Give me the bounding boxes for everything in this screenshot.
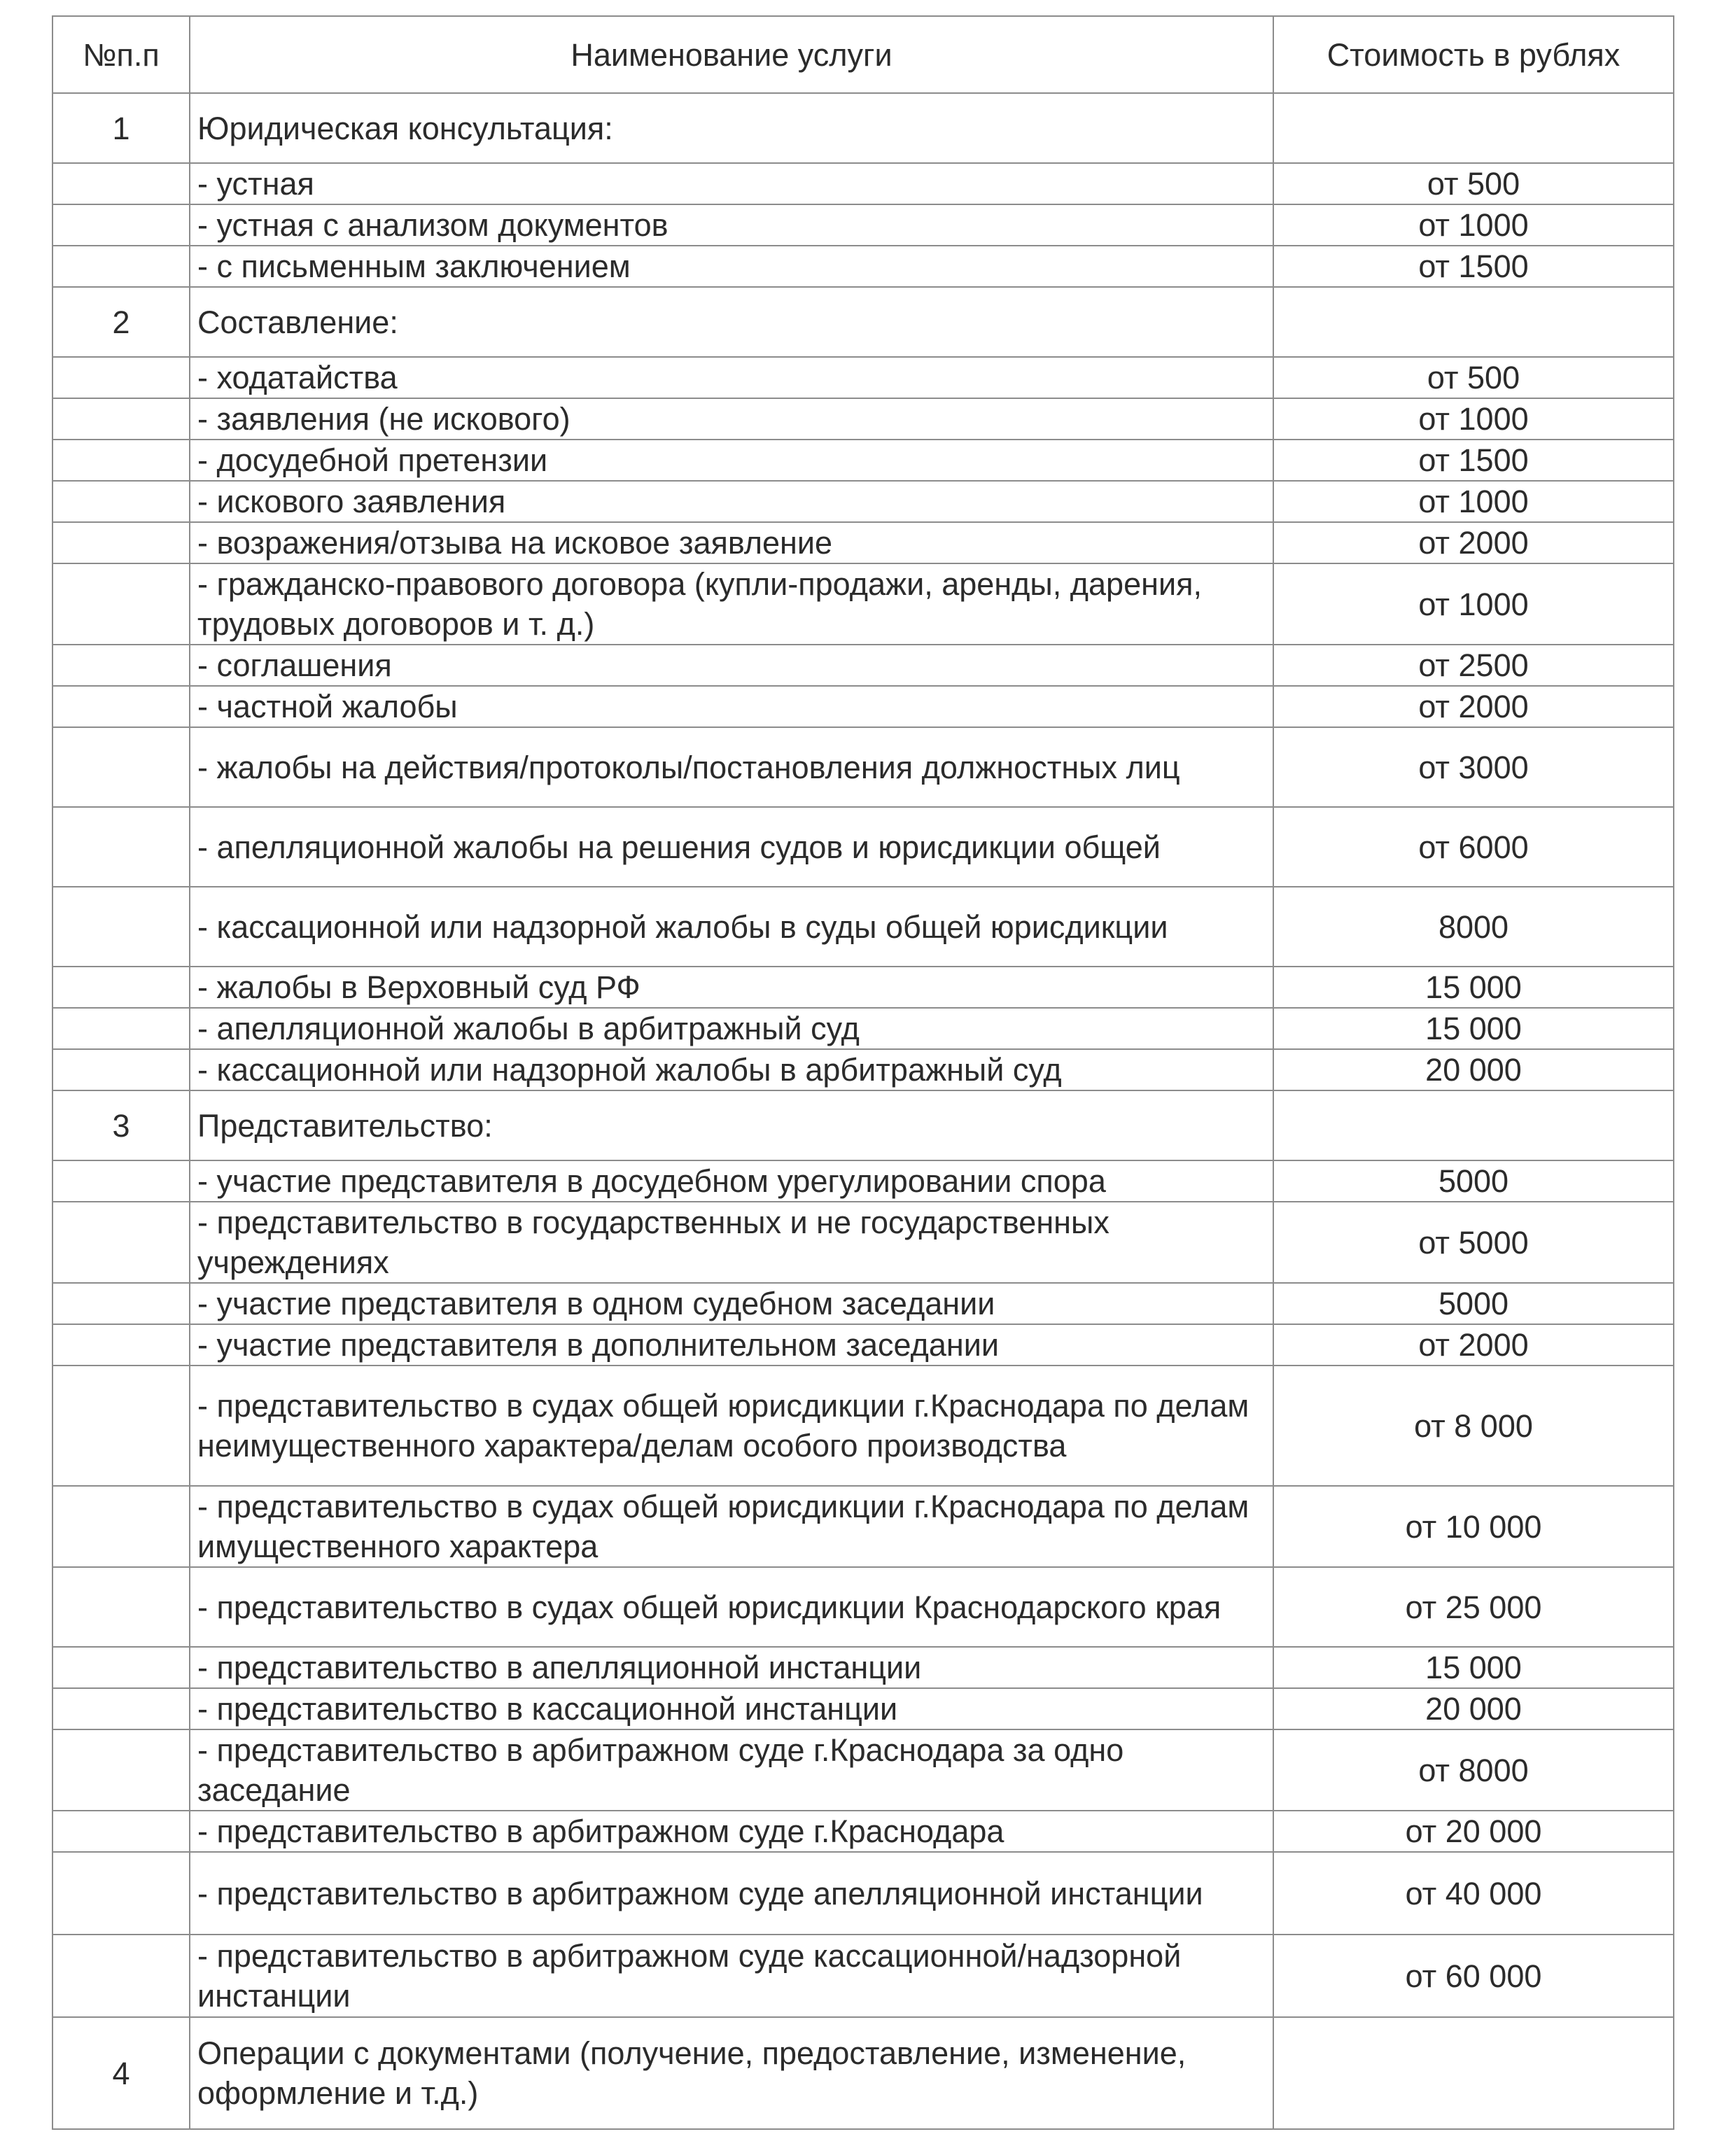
- row-number: [52, 1852, 190, 1935]
- section-row: [52, 2017, 1674, 2129]
- header-service-name: Наименование услуги: [190, 16, 1273, 93]
- service-name: - искового заявления: [190, 481, 1273, 522]
- section-row: [52, 287, 1674, 357]
- row-number: [52, 1324, 190, 1366]
- service-name: - устная: [190, 163, 1273, 204]
- row-number: [52, 204, 190, 246]
- section-title: Составление:: [190, 287, 1273, 357]
- table-row: [52, 727, 1674, 807]
- service-price: от 40 000: [1273, 1852, 1674, 1935]
- service-price: от 2500: [1273, 645, 1674, 686]
- service-price: от 1000: [1273, 563, 1674, 645]
- service-price: от 25 000: [1273, 1567, 1674, 1647]
- table-row: [52, 522, 1674, 563]
- service-price: 15 000: [1273, 1647, 1674, 1688]
- service-price: 15 000: [1273, 967, 1674, 1008]
- row-number: [52, 246, 190, 287]
- table-row: [52, 563, 1674, 645]
- table-row: [52, 1366, 1674, 1486]
- row-number: [52, 1729, 190, 1811]
- service-name: - представительство в арбитражном суде г.Краснодара за одно заседание: [190, 1729, 1273, 1811]
- table-row: [52, 1486, 1674, 1567]
- service-price: 5000: [1273, 1283, 1674, 1324]
- table-row: [52, 246, 1674, 287]
- table-row: [52, 967, 1674, 1008]
- table-row: [52, 1008, 1674, 1049]
- section-row: [52, 1090, 1674, 1160]
- service-name: - участие представителя в дополнительном заседании: [190, 1324, 1273, 1366]
- service-price: от 500: [1273, 163, 1674, 204]
- service-price: от 6000: [1273, 807, 1674, 887]
- service-price: от 1000: [1273, 398, 1674, 440]
- service-name: - представительство в судах общей юрисдикции г.Краснодара по делам неимущественного характера/делам особого производства: [190, 1366, 1273, 1486]
- header-price: Стоимость в рублях: [1273, 16, 1674, 93]
- row-number: [52, 686, 190, 727]
- section-number: 1: [52, 93, 190, 163]
- service-price: 8000: [1273, 887, 1674, 967]
- service-name: - возражения/отзыва на исковое заявление: [190, 522, 1273, 563]
- table-row: [52, 1049, 1674, 1090]
- table-row: [52, 1202, 1674, 1283]
- table-row: [52, 1647, 1674, 1688]
- row-number: [52, 1486, 190, 1567]
- section-number: 2: [52, 287, 190, 357]
- service-price: от 2000: [1273, 686, 1674, 727]
- service-name: - участие представителя в досудебном урегулировании спора: [190, 1160, 1273, 1202]
- service-price: 5000: [1273, 1160, 1674, 1202]
- table-row: [52, 440, 1674, 481]
- service-name: - частной жалобы: [190, 686, 1273, 727]
- table-row: [52, 1852, 1674, 1935]
- service-price: от 60 000: [1273, 1935, 1674, 2017]
- service-name: - ходатайства: [190, 357, 1273, 398]
- service-name: - жалобы в Верховный суд РФ: [190, 967, 1273, 1008]
- row-number: [52, 967, 190, 1008]
- table-row: [52, 887, 1674, 967]
- row-number: [52, 163, 190, 204]
- service-price: от 3000: [1273, 727, 1674, 807]
- row-number: [52, 1283, 190, 1324]
- row-number: [52, 563, 190, 645]
- service-name: - соглашения: [190, 645, 1273, 686]
- table-row: [52, 481, 1674, 522]
- service-price: от 1000: [1273, 481, 1674, 522]
- table-row: [52, 204, 1674, 246]
- row-number: [52, 357, 190, 398]
- service-name: - представительство в судах общей юрисдикции г.Краснодара по делам имущественного характера: [190, 1486, 1273, 1567]
- service-price: от 8 000: [1273, 1366, 1674, 1486]
- service-price: от 1500: [1273, 246, 1674, 287]
- table-row: [52, 357, 1674, 398]
- section-price: [1273, 2017, 1674, 2129]
- price-table: [52, 15, 1674, 2130]
- row-number: [52, 1688, 190, 1729]
- row-number: [52, 1811, 190, 1852]
- service-name: - апелляционной жалобы на решения судов и юрисдикции общей: [190, 807, 1273, 887]
- table-row: [52, 1688, 1674, 1729]
- section-price: [1273, 287, 1674, 357]
- row-number: [52, 1935, 190, 2017]
- service-name: - представительство в кассационной инстанции: [190, 1688, 1273, 1729]
- row-number: [52, 645, 190, 686]
- service-name: - представительство в судах общей юрисдикции Краснодарского края: [190, 1567, 1273, 1647]
- service-name: - заявления (не искового): [190, 398, 1273, 440]
- service-name: - апелляционной жалобы в арбитражный суд: [190, 1008, 1273, 1049]
- row-number: [52, 807, 190, 887]
- service-price: от 10 000: [1273, 1486, 1674, 1567]
- table-row: [52, 398, 1674, 440]
- row-number: [52, 1160, 190, 1202]
- row-number: [52, 727, 190, 807]
- service-name: - кассационной или надзорной жалобы в суды общей юрисдикции: [190, 887, 1273, 967]
- service-price: от 500: [1273, 357, 1674, 398]
- row-number: [52, 1647, 190, 1688]
- section-row: [52, 93, 1674, 163]
- section-title: Юридическая консультация:: [190, 93, 1273, 163]
- service-name: - гражданско-правового договора (купли-продажи, аренды, дарения, трудовых договоров и т. д.): [190, 563, 1273, 645]
- service-price: от 5000: [1273, 1202, 1674, 1283]
- service-price: от 2000: [1273, 522, 1674, 563]
- service-name: - представительство в арбитражном суде апелляционной инстанции: [190, 1852, 1273, 1935]
- row-number: [52, 1366, 190, 1486]
- section-title: Представительство:: [190, 1090, 1273, 1160]
- table-row: [52, 645, 1674, 686]
- service-name: - представительство в арбитражном суде кассационной/надзорной инстанции: [190, 1935, 1273, 2017]
- table-row: [52, 1729, 1674, 1811]
- service-name: - кассационной или надзорной жалобы в арбитражный суд: [190, 1049, 1273, 1090]
- table-row: [52, 807, 1674, 887]
- service-price: 15 000: [1273, 1008, 1674, 1049]
- section-price: [1273, 1090, 1674, 1160]
- row-number: [52, 481, 190, 522]
- section-number: 4: [52, 2017, 190, 2129]
- section-title: Операции с документами (получение, предоставление, изменение, оформление и т.д.): [190, 2017, 1273, 2129]
- table-row: [52, 163, 1674, 204]
- service-name: - представительство в государственных и не государственных учреждениях: [190, 1202, 1273, 1283]
- table-row: [52, 1811, 1674, 1852]
- table-row: [52, 1283, 1674, 1324]
- service-price: от 2000: [1273, 1324, 1674, 1366]
- service-price: от 1000: [1273, 204, 1674, 246]
- row-number: [52, 440, 190, 481]
- header-number: №п.п: [52, 16, 190, 93]
- service-price: от 20 000: [1273, 1811, 1674, 1852]
- table-row: [52, 1935, 1674, 2017]
- row-number: [52, 1008, 190, 1049]
- service-name: - устная с анализом документов: [190, 204, 1273, 246]
- row-number: [52, 398, 190, 440]
- section-price: [1273, 93, 1674, 163]
- service-name: - участие представителя в одном судебном заседании: [190, 1283, 1273, 1324]
- row-number: [52, 1567, 190, 1647]
- row-number: [52, 887, 190, 967]
- row-number: [52, 522, 190, 563]
- table-row: [52, 686, 1674, 727]
- table-row: [52, 1567, 1674, 1647]
- service-name: - с письменным заключением: [190, 246, 1273, 287]
- section-number: 3: [52, 1090, 190, 1160]
- service-name: - представительство в арбитражном суде г.Краснодара: [190, 1811, 1273, 1852]
- row-number: [52, 1049, 190, 1090]
- service-price: от 8000: [1273, 1729, 1674, 1811]
- table-row: [52, 1160, 1674, 1202]
- service-name: - жалобы на действия/протоколы/постановления должностных лиц: [190, 727, 1273, 807]
- service-price: 20 000: [1273, 1049, 1674, 1090]
- service-name: - досудебной претензии: [190, 440, 1273, 481]
- row-number: [52, 1202, 190, 1283]
- table-row: [52, 1324, 1674, 1366]
- service-price: 20 000: [1273, 1688, 1674, 1729]
- service-name: - представительство в апелляционной инстанции: [190, 1647, 1273, 1688]
- service-price: от 1500: [1273, 440, 1674, 481]
- table-header-row: [52, 16, 1674, 93]
